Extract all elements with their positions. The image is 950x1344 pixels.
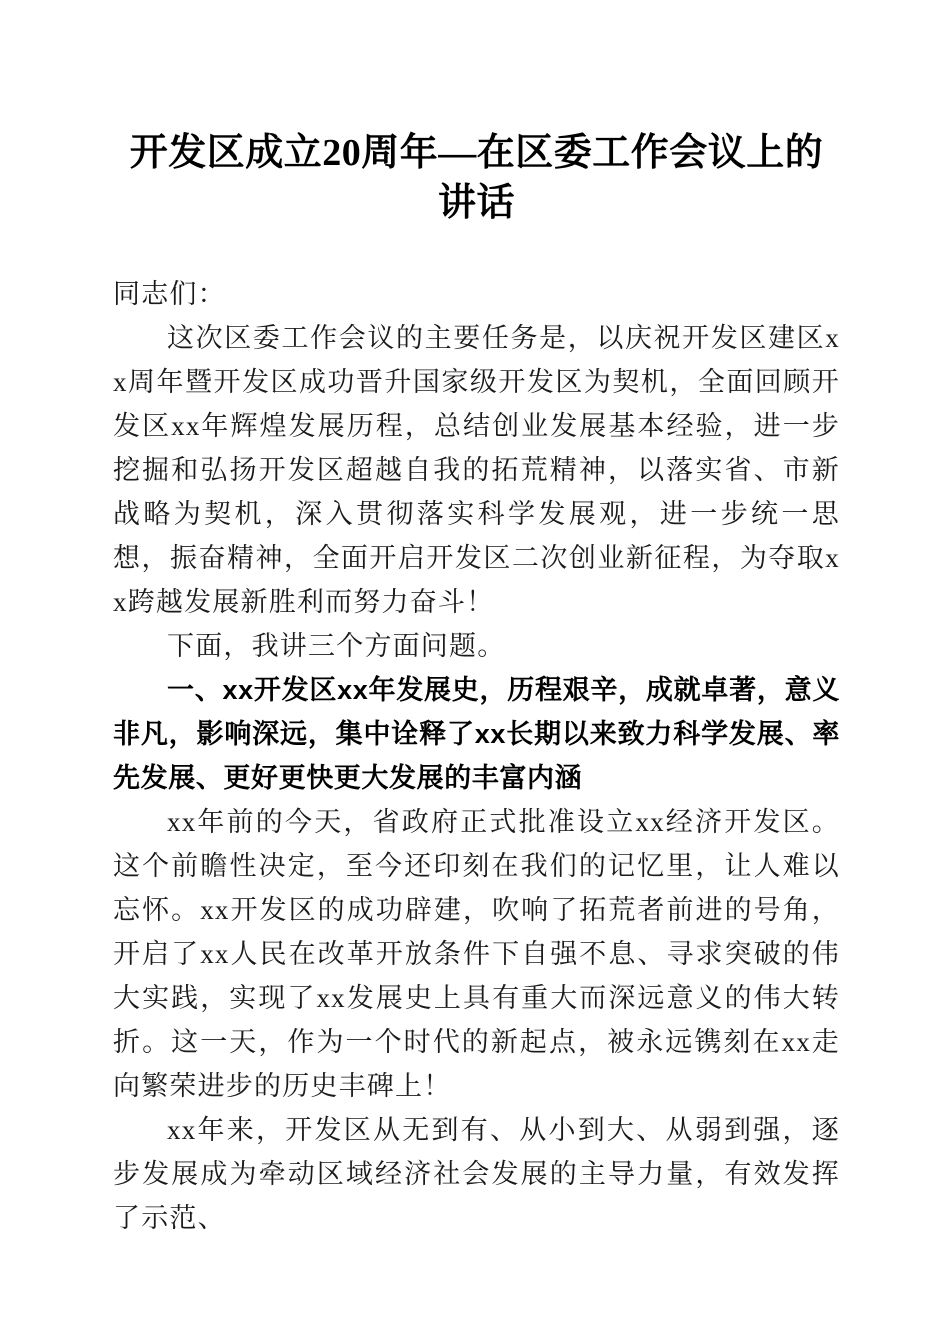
salutation-line: 同志们： (113, 279, 226, 309)
document-body (113, 228, 840, 1240)
document-content (113, 0, 840, 1240)
paragraph-4: xx年来，开发区从无到有、从小到大、从弱到强，逐步发展成为牵动区域经济社会发展的主导力量，有效发挥了示范、 (113, 1115, 840, 1233)
paragraph-3: xx年前的今天，省政府正式批准设立xx经济开发区。这个前瞻性决定，至今还印刻在我们的记忆里，让人难以忘怀。xx开发区的成功辟建，吹响了拓荒者前进的号角，开启了xx人民在改革开放条件下自强不息、寻求突破的伟大实践，实现了xx发展史上具有重大而深远意义的伟大转折。这一天，作为一个时代的新起点，被永远镌刻在xx走向繁荣进步的历史丰碑上！ (113, 807, 840, 1101)
paragraph-2: 下面，我讲三个方面问题。 (167, 631, 506, 661)
section-heading-1: 一、xx开发区xx年发展史，历程艰辛，成就卓著，意义非凡，影响深远，集中诠释了xx长期以来致力科学发展、率先发展、更好更快更大发展的丰富内涵 (113, 675, 840, 793)
paragraph-1: 这次区委工作会议的主要任务是，以庆祝开发区建区xx周年暨开发区成功晋升国家级开发区为契机，全面回顾开发区xx年辉煌发展历程，总结创业发展基本经验，进一步挖掘和弘扬开发区超越自我的拓荒精神，以落实省、市新战略为契机，深入贯彻落实科学发展观，进一步统一思想，振奋精神，全面开启开发区二次创业新征程，为夺取xx跨越发展新胜利而努力奋斗！ (113, 323, 840, 617)
document-title: 开发区成立20周年—在区委工作会议上的讲话 (129, 132, 824, 224)
